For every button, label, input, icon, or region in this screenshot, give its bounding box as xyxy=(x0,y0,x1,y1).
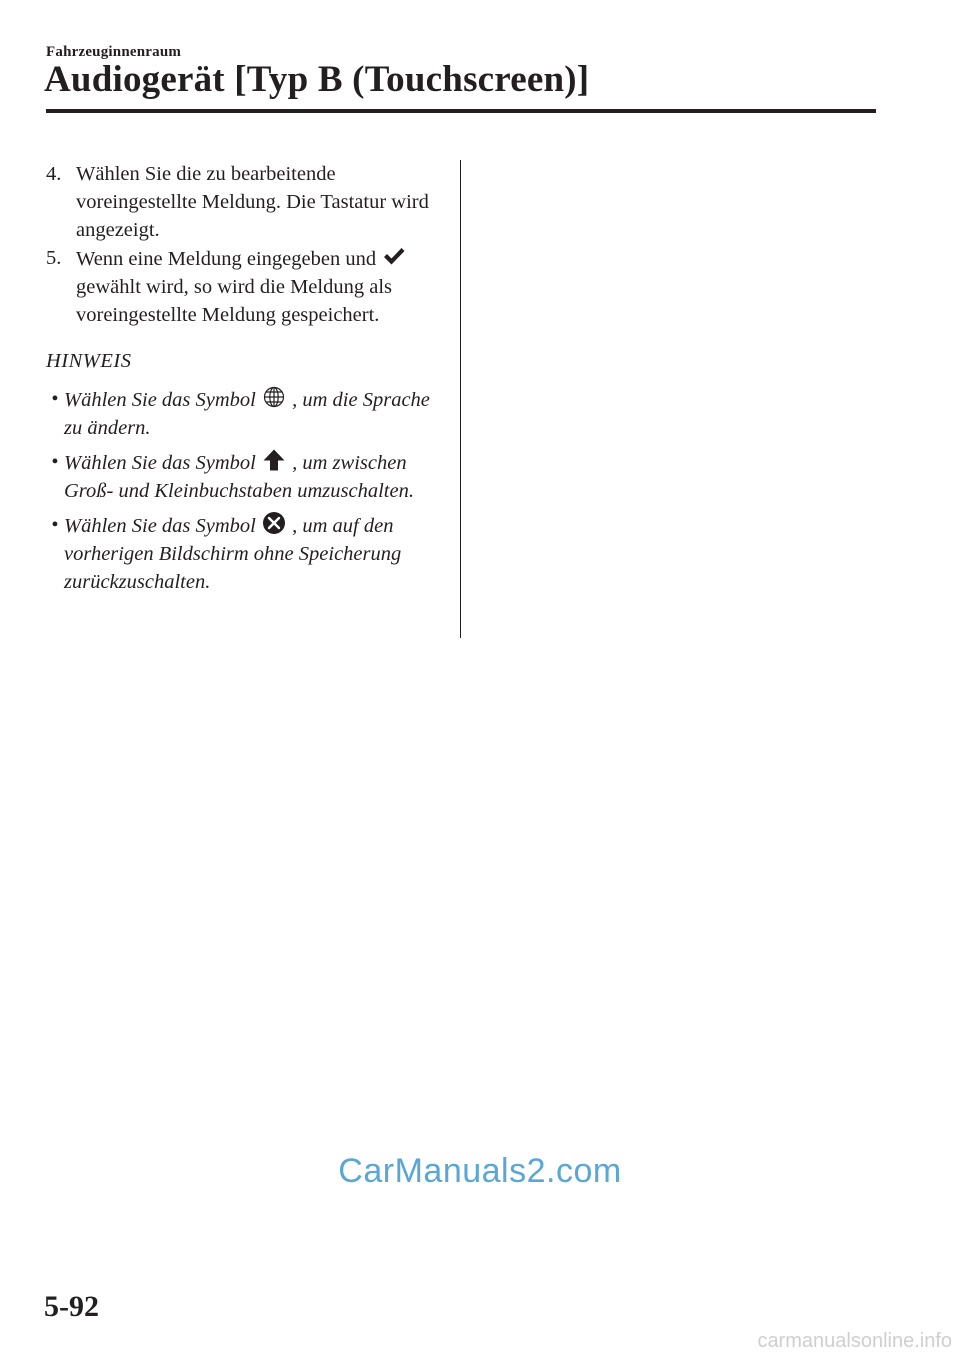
note-item-shift xyxy=(46,448,446,505)
bullet: • xyxy=(51,514,59,536)
note-text-before: Wählen Sie das Symbol xyxy=(64,452,256,474)
shift-arrow-icon xyxy=(262,448,286,472)
note-heading: HINWEIS xyxy=(46,350,132,372)
page-title: Audiogerät [Typ B (Touchscreen)] xyxy=(44,59,590,100)
section-label: Fahrzeuginnenraum xyxy=(46,44,182,60)
step-text-before: Wenn eine Meldung eingegeben und xyxy=(76,248,377,270)
note-text xyxy=(64,511,446,596)
note-text-after: , um die Sprache zu ändern. xyxy=(64,389,430,439)
note-text-before: Wählen Sie das Symbol xyxy=(64,515,256,537)
title-rule xyxy=(46,109,876,113)
note-item-language xyxy=(46,385,446,442)
watermark: CarManuals2.com xyxy=(338,1152,622,1190)
step-4 xyxy=(46,160,446,244)
step-number: 5. xyxy=(46,247,62,269)
note-text xyxy=(64,448,446,505)
note-text-after: , um zwischen Groß- und Kleinbuchstaben umzuschalten. xyxy=(64,452,414,502)
close-circle-icon xyxy=(262,511,286,535)
column-divider xyxy=(460,160,461,638)
bullet: • xyxy=(51,451,59,473)
globe-icon xyxy=(262,385,286,409)
step-text xyxy=(76,244,446,329)
main-content xyxy=(46,160,446,602)
step-5 xyxy=(46,244,446,329)
step-text: Wählen Sie die zu bearbeitende voreingestellte Meldung. Die Tastatur wird angezeigt. xyxy=(76,163,429,241)
note-item-cancel xyxy=(46,511,446,596)
footer-site-label: carmanualsonline.info xyxy=(757,1330,952,1352)
note-text-before: Wählen Sie das Symbol xyxy=(64,389,256,411)
note-text xyxy=(64,385,446,442)
check-icon xyxy=(382,244,406,268)
step-number: 4. xyxy=(46,163,62,185)
step-text-after: gewählt wird, so wird die Meldung als voreingestellte Meldung gespeichert. xyxy=(76,276,392,326)
page-number: 5-92 xyxy=(44,1290,99,1323)
bullet: • xyxy=(51,388,59,410)
note-text-after: , um auf den vorherigen Bildschirm ohne Speicherung zurückzuschalten. xyxy=(64,515,402,593)
